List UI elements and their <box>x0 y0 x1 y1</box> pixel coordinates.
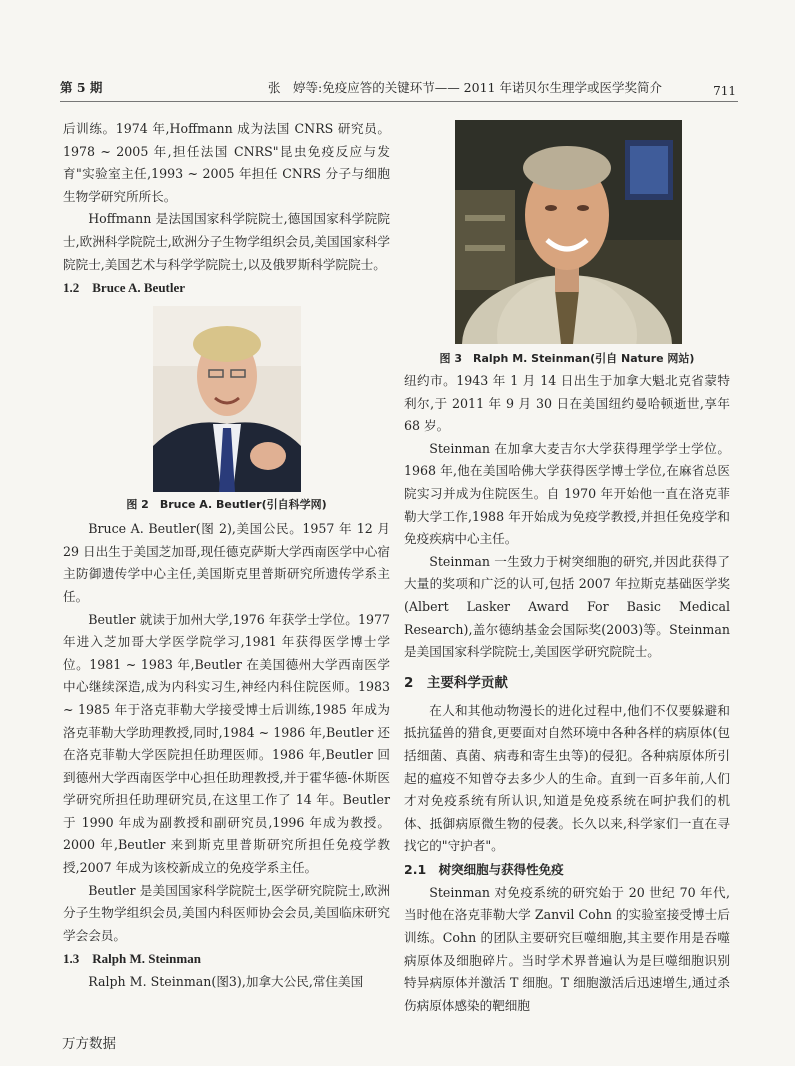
paragraph: Beutler 是美国国家科学院院士,医学研究院院士,欧洲分子生物学组织会员,美国内科医师协会会员,美国临床研究学会会员。 <box>63 882 390 943</box>
right-column <box>404 370 730 1017</box>
paragraph: Hoffmann 是法国国家科学院院士,德国国家科学院院士,欧洲科学院院士,欧洲分子生物学组织会员,美国国家科学院院士,美国艺术与科学学院院士,以及俄罗斯科学院院士。 <box>63 211 390 272</box>
paragraph: 在人和其他动物漫长的进化过程中,他们不仅要躲避和抵抗猛兽的猎食,更要面对自然环境中各种各样的病原体(包括细菌、真菌、病毒和寄生虫等)的侵犯。各种病原体所引起的瘟疫不知曾夺去多少人的生命。直到一百多年前,人们才对免疫系统有所认识,知道是免疫系统在呵护我们的机体、抵御病原微生物的侵袭。长久以来,科学家们一直在寻找它的"守护者"。 <box>404 702 730 854</box>
paragraph: Ralph M. Steinman(图3),加拿大公民,常住美国 <box>88 974 364 990</box>
paragraph: Steinman 一生致力于树突细胞的研究,并因此获得了大量的奖项和广泛的认可,包括 2007 年拉斯克基础医学奖(Albert Lasker Award For Basic Medical Research),盖尔德纳基金会国际奖(2003)等。Steinman 是美国国家科学院院士,美国医学研究院院士。 <box>404 553 730 660</box>
beutler-portrait-image <box>153 306 301 492</box>
paragraph: Beutler 就读于加州大学,1976 年获学士学位。1977 年进入芝加哥大学医学院学习,1981 年获得医学博士学位。1981 ~ 1983 年,Beutler 在美国德州大学西南医学中心继续深造,成为内科实习生,神经内科住院医师。1983 ~ 1985 年于洛克菲勒大学接受博士后训练,1985 年成为洛克菲勒大学助理教授,同时,1984 ~ 1986 年,Beutler 还在洛克菲勒大学医院担任助理医师。1986 年,Beutler 回到德州大学西南医学中心担任助理教授,并于霍华德-休斯医学研究所担任助理研究员,在这里工作了 14 年。Beutler 于 1990 年成为副教授和副研究员,1996 年成为教授。2000 年,Beutler 来到斯克里普斯研究所担任免疫学教授,2007 年成为该校新成立的免疫学系主任。 <box>63 611 390 876</box>
paragraph: 后训练。1974 年,Hoffmann 成为法国 CNRS 研究员。1978 ~ 2005 年,担任法国 CNRS"昆虫免疫反应与发育"实验室主任,1993 ~ 2005 年担任 CNRS 分子与细胞生物学研究所所长。 <box>63 121 390 204</box>
left-column <box>63 118 390 994</box>
issue-number: 第 5 期 <box>60 80 103 95</box>
figure-3-photo <box>455 120 682 344</box>
figure-2-photo <box>153 306 301 492</box>
page-number: 711 <box>713 84 736 98</box>
running-header <box>60 78 736 100</box>
paragraph: Steinman 在加拿大麦吉尔大学获得理学学士学位。1968 年,他在美国哈佛大学获得医学博士学位,在麻省总医院实习并成为住院医生。自 1970 年开始他一直在洛克菲勒大学工作,1988 年开始成为免疫学教授,并担任免疫学和免疫疾病中心主任。 <box>404 440 730 547</box>
steinman-portrait-image <box>455 120 682 344</box>
figure-2-caption: 图 2 Bruce A. Beutler(引自科学网) <box>126 498 327 512</box>
watermark: 万方数据 <box>62 1036 116 1052</box>
section-heading-2-1: 2.1 树突细胞与获得性免疫 <box>404 861 564 877</box>
section-heading-2: 2 主要科学贡献 <box>404 674 508 691</box>
header-rule <box>60 101 738 102</box>
paragraph: Steinman 对免疫系统的研究始于 20 世纪 70 年代,当时他在洛克菲勒大学 Zanvil Cohn 的实验室接受博士后训练。Cohn 的团队主要研究巨噬细胞,其主要作用是吞噬病原体及细胞碎片。当时学术界普遍认为是巨噬细胞识别特异病原体并激活 T 细胞。T 细胞激活后迅速增生,通过杀伤病原体感染的靶细胞 <box>404 884 730 1013</box>
paragraph: Bruce A. Beutler(图 2),美国公民。1957 年 12 月 29 日出生于美国芝加哥,现任德克萨斯大学西南医学中心宿主防御遗传学中心主任,美国斯克里普斯研究所遗传学系主任。 <box>63 521 390 604</box>
running-title: 张 婷等:免疫应答的关键环节—— 2011 年诺贝尔生理学或医学奖简介 <box>268 80 662 95</box>
figure-3-caption: 图 3 Ralph M. Steinman(引自 Nature 网站) <box>439 352 695 365</box>
paragraph: 纽约市。1943 年 1 月 14 日出生于加拿大魁北克省蒙特利尔,于 2011 年 9 月 30 日在美国纽约曼哈顿逝世,享年 68 岁。 <box>404 373 730 434</box>
section-heading-1-2: 1.2 Bruce A. Beutler <box>63 280 186 296</box>
section-heading-1-3: 1.3 Ralph M. Steinman <box>63 951 201 967</box>
